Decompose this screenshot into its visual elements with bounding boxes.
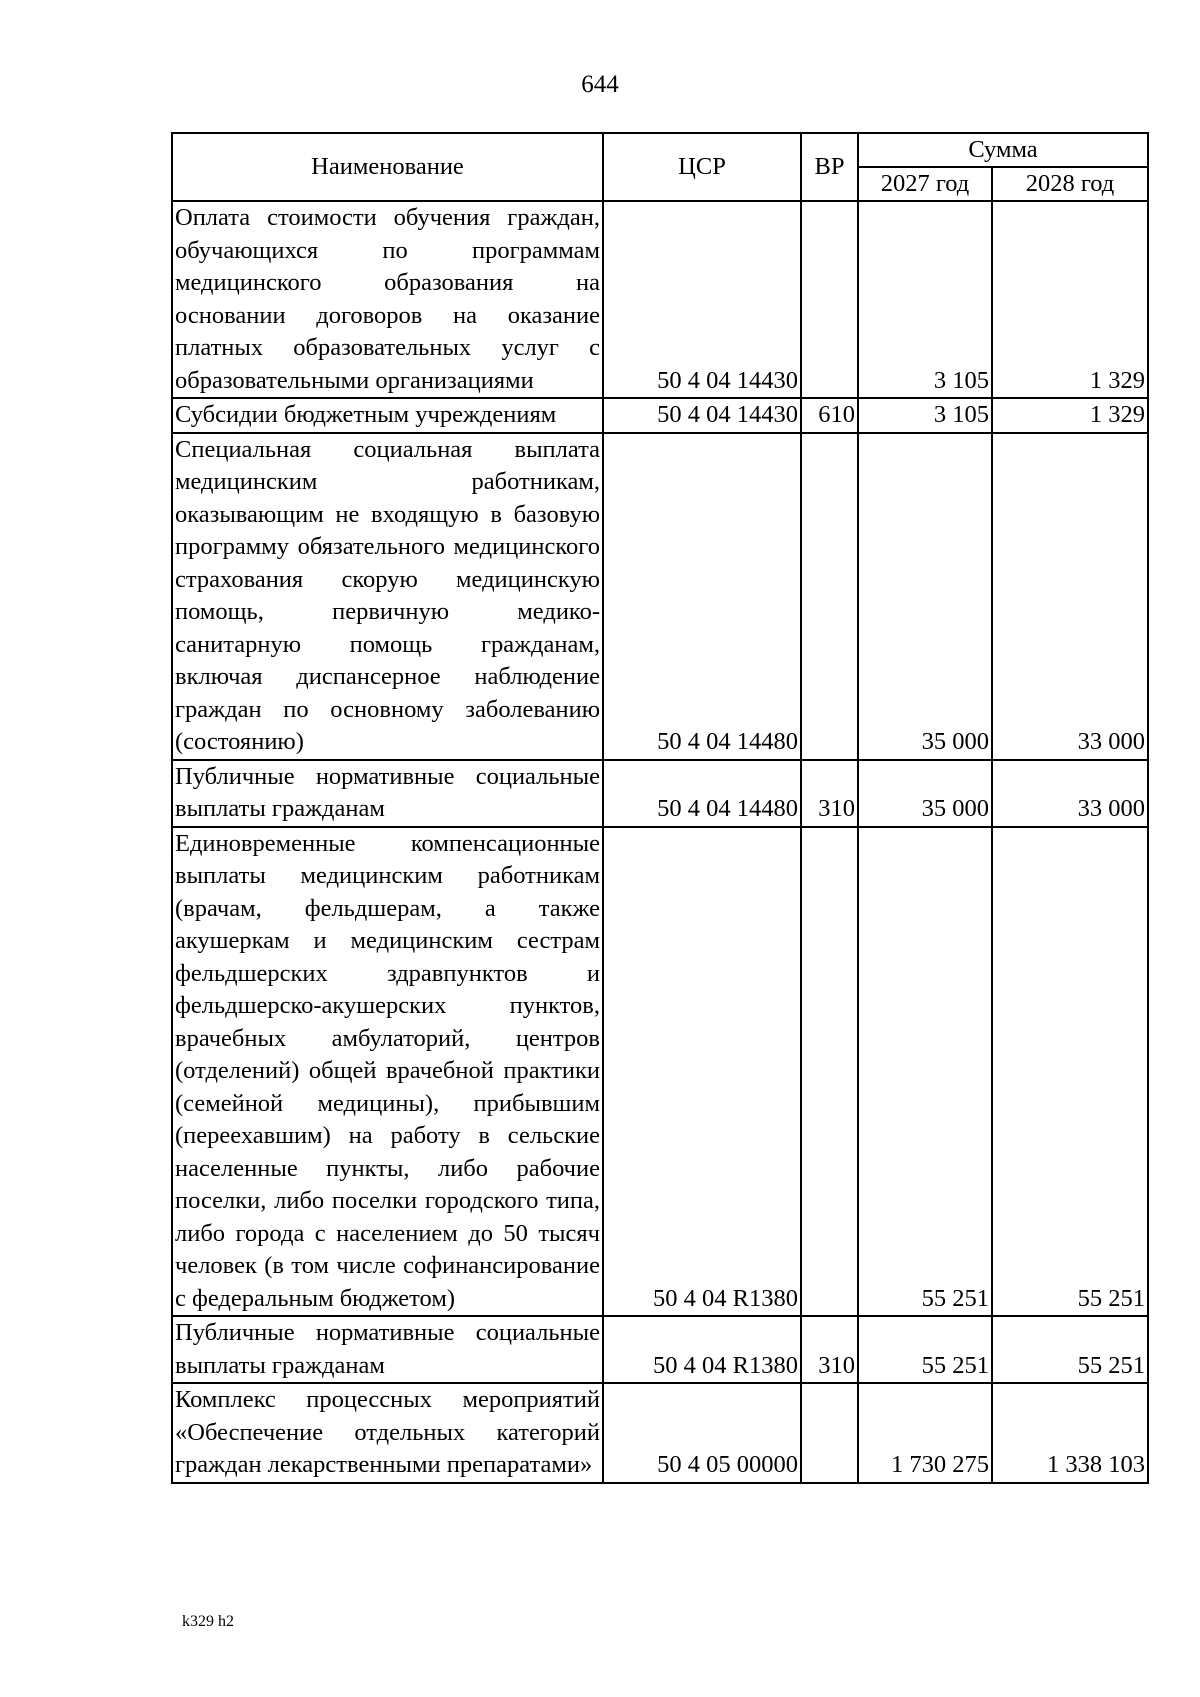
page-number: 644 [581, 71, 619, 98]
row-vr: 310 [801, 1316, 858, 1383]
row-vr [801, 201, 858, 398]
row-amount-2027: 3 105 [858, 398, 992, 433]
row-name: Единовременные компенсационные выплаты медицинским работникам (врачам, фельдшерам, а также акушеркам и медицинским сестрам фельдшерских здравпунктов и фельдшерско-акушерских пунктов, врачебных амбулаторий, центров (отделений) общей врачебной практики (семейной медицины), прибывшим (переехавшим) на работу в сельские населенные пункты, либо рабочие поселки, либо поселки городского типа, либо города с населением до 50 тысяч человек (в том числе софинансирование с федеральным бюджетом) [172, 827, 603, 1317]
row-amount-2028: 1 338 103 [992, 1383, 1148, 1483]
row-amount-2027: 3 105 [858, 201, 992, 398]
row-csr: 50 4 04 R1380 [603, 1316, 801, 1383]
header-year-2028: 2028 год [992, 167, 1148, 201]
table-row [172, 201, 1148, 398]
row-csr: 50 4 04 14480 [603, 433, 801, 760]
row-vr: 610 [801, 398, 858, 433]
document-code: k329 h2 [182, 1613, 234, 1630]
row-csr: 50 4 05 00000 [603, 1383, 801, 1483]
row-amount-2028: 55 251 [992, 1316, 1148, 1383]
table-body [172, 201, 1148, 1483]
budget-table [171, 132, 1149, 1484]
row-name: Субсидии бюджетным учреждениям [172, 398, 603, 433]
table-header [172, 133, 1148, 201]
row-vr [801, 1383, 858, 1483]
table-row [172, 1316, 1148, 1383]
row-amount-2027: 55 251 [858, 827, 992, 1317]
row-amount-2027: 35 000 [858, 760, 992, 827]
row-csr: 50 4 04 14430 [603, 201, 801, 398]
row-amount-2028: 33 000 [992, 760, 1148, 827]
row-vr [801, 827, 858, 1317]
table-row [172, 398, 1148, 433]
row-amount-2028: 33 000 [992, 433, 1148, 760]
row-csr: 50 4 04 14430 [603, 398, 801, 433]
row-name: Публичные нормативные социальные выплаты гражданам [172, 760, 603, 827]
table-row [172, 1383, 1148, 1483]
row-name: Специальная социальная выплата медицинским работникам, оказывающим не входящую в базовую программу обязательного медицинского страхования скорую медицинскую помощь, первичную медико-санитарную помощь гражданам, включая диспансерное наблюдение граждан по основному заболеванию (состоянию) [172, 433, 603, 760]
row-amount-2028: 1 329 [992, 201, 1148, 398]
header-year-2027: 2027 год [858, 167, 992, 201]
table-row [172, 760, 1148, 827]
row-vr [801, 433, 858, 760]
header-name: Наименование [172, 133, 603, 201]
row-name: Комплекс процессных мероприятий «Обеспечение отдельных категорий граждан лекарственными препаратами» [172, 1383, 603, 1483]
row-name: Публичные нормативные социальные выплаты гражданам [172, 1316, 603, 1383]
header-vr: ВР [801, 133, 858, 201]
row-csr: 50 4 04 14480 [603, 760, 801, 827]
row-amount-2027: 1 730 275 [858, 1383, 992, 1483]
header-sum: Сумма [858, 133, 1148, 167]
table-row [172, 827, 1148, 1317]
header-csr: ЦСР [603, 133, 801, 201]
table-row [172, 433, 1148, 760]
row-amount-2028: 1 329 [992, 398, 1148, 433]
row-amount-2027: 55 251 [858, 1316, 992, 1383]
row-amount-2028: 55 251 [992, 827, 1148, 1317]
row-vr: 310 [801, 760, 858, 827]
row-name: Оплата стоимости обучения граждан, обучающихся по программам медицинского образования на основании договоров на оказание платных образовательных услуг с образовательными организациями [172, 201, 603, 398]
row-csr: 50 4 04 R1380 [603, 827, 801, 1317]
row-amount-2027: 35 000 [858, 433, 992, 760]
